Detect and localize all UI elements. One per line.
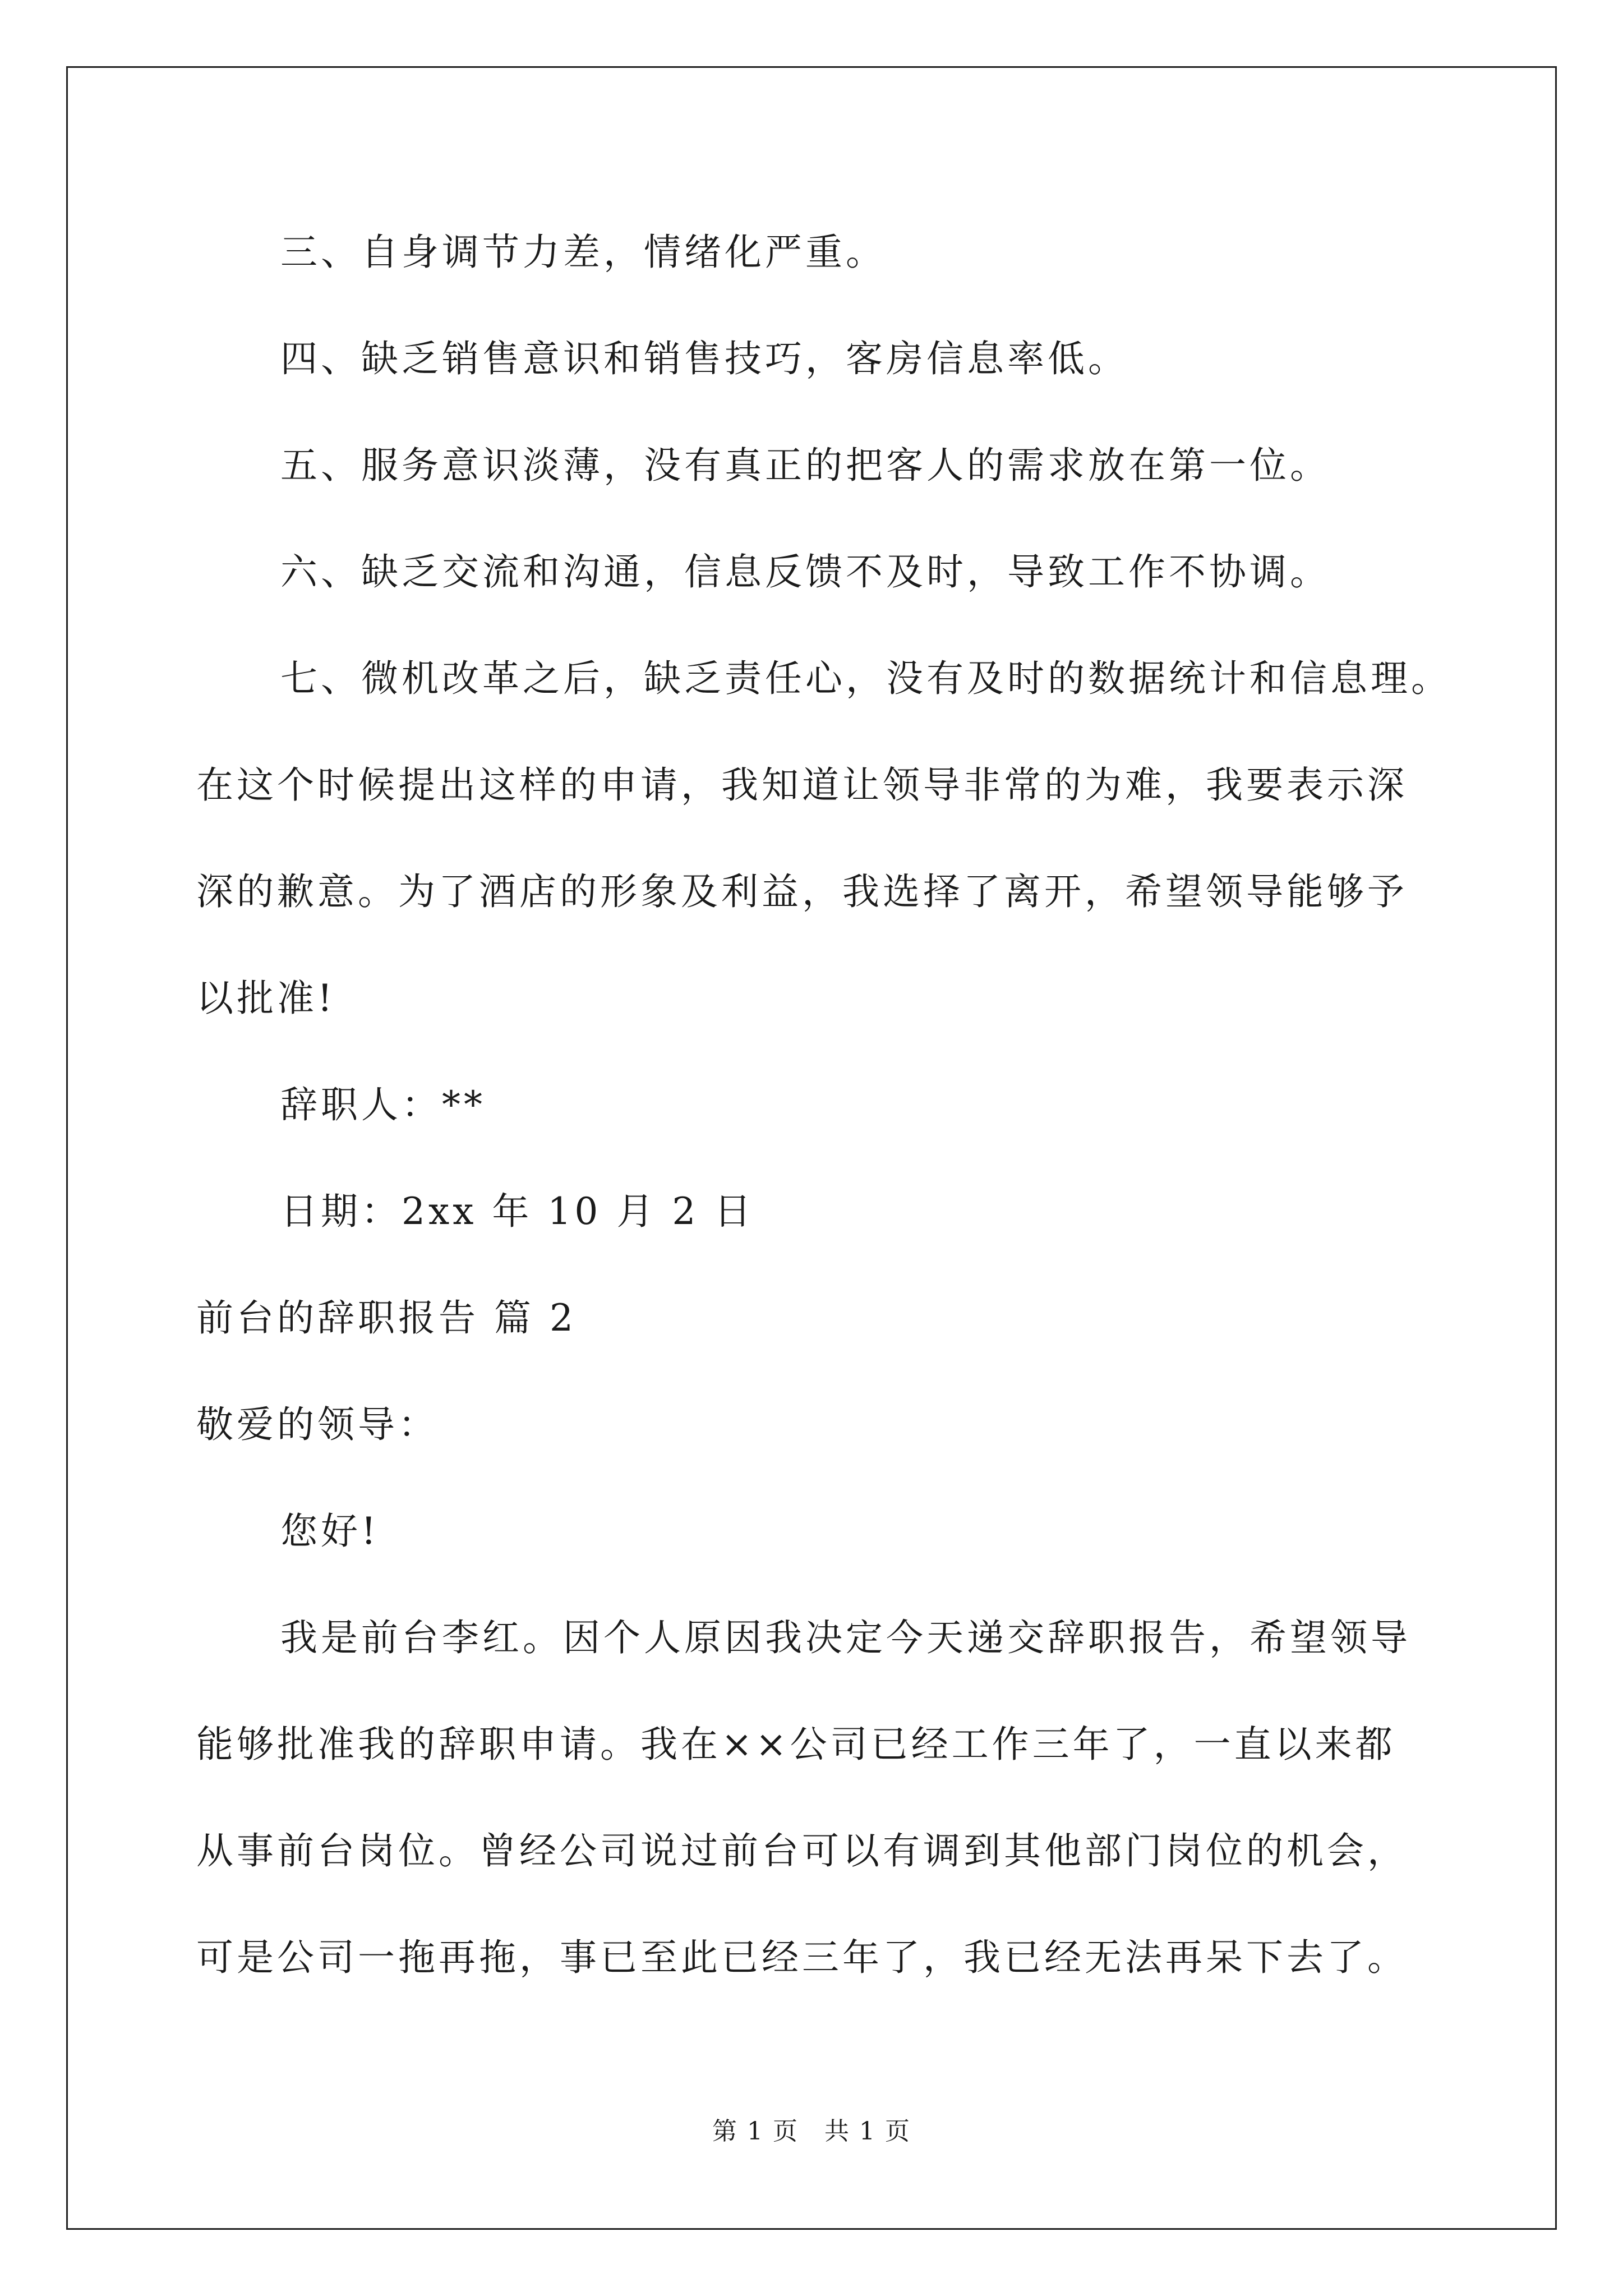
list-item-3: 三、自身调节力差，情绪化严重。: [280, 231, 886, 274]
signature-line: 辞职人：**: [280, 1083, 486, 1126]
list-item-7: 七、微机改革之后，缺乏责任心，没有及时的数据统计和信息理。: [280, 657, 1451, 700]
greeting: 您好!: [280, 1510, 380, 1553]
list-item-4: 四、缺乏销售意识和销售技巧，客房信息率低。: [280, 337, 1128, 380]
paragraph-line: 可是公司一拖再拖，事已至此已经三年了，我已经无法再呆下去了。: [196, 1936, 1408, 1979]
list-item-5: 五、服务意识淡薄，没有真正的把客人的需求放在第一位。: [280, 444, 1330, 487]
paragraph-line: 能够批准我的辞职申请。我在××公司已经工作三年了，一直以来都: [196, 1723, 1396, 1766]
salutation: 敬爱的领导：: [196, 1403, 439, 1446]
date-line: 日期：2xx 年 10 月 2 日: [280, 1190, 755, 1233]
section-title: 前台的辞职报告 篇 2: [196, 1296, 577, 1340]
page-number: 第 1 页 共 1 页: [712, 2117, 911, 2146]
paragraph-line: 以批准!: [196, 977, 336, 1020]
paragraph-line: 在这个时候提出这样的申请，我知道让领导非常的为难，我要表示深: [196, 763, 1408, 807]
paragraph-line: 深的歉意。为了酒店的形象及利益，我选择了离开，希望领导能够予: [196, 870, 1408, 913]
list-item-6: 六、缺乏交流和沟通，信息反馈不及时，导致工作不协调。: [280, 550, 1330, 593]
page-border: [66, 66, 1557, 2230]
paragraph-line: 我是前台李红。因个人原因我决定今天递交辞职报告，希望领导: [280, 1616, 1411, 1659]
paragraph-line: 从事前台岗位。曾经公司说过前台可以有调到其他部门岗位的机会，: [196, 1829, 1408, 1872]
